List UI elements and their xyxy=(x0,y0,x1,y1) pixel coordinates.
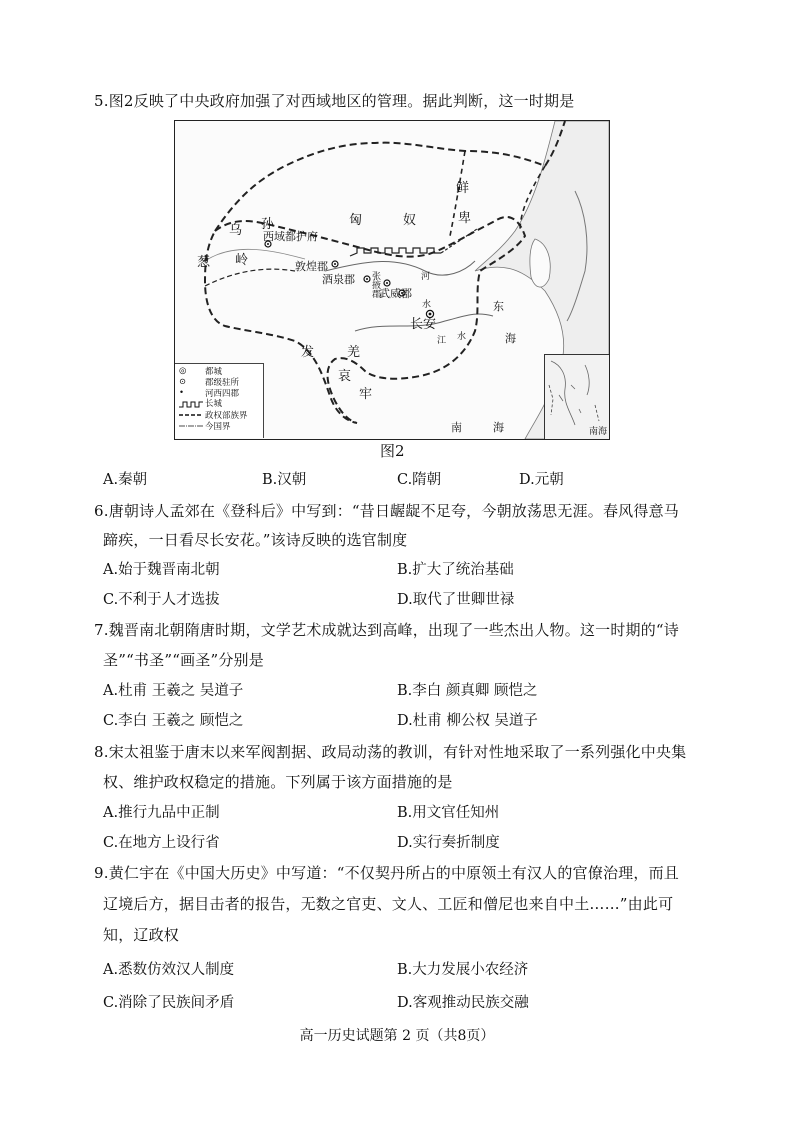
ring-dot-icon: ⊙ xyxy=(179,377,187,387)
q9-stem-line2: 辽境后方，据目击者的报告，无数之官吏、文人、工匠和僧尼也来自中土……”由此可 xyxy=(103,895,674,913)
q7-stem-line2: 圣”“书圣”“画圣”分别是 xyxy=(103,651,264,669)
map-label-lao: 牢 xyxy=(359,387,373,402)
map-label-jiuquan: 酒泉郡 xyxy=(322,273,355,286)
q7-option-b[interactable]: B.李白 颜真卿 顾恺之 xyxy=(397,683,538,699)
map-label-shui2: 水 xyxy=(457,332,467,342)
q6-stem-line2: 蹄疾，一日看尽长安花。”该诗反映的选官制度 xyxy=(103,531,408,549)
q9-stem-line3: 知，辽政权 xyxy=(103,926,180,944)
q9-option-a[interactable]: A.悉数仿效汉人制度 xyxy=(103,962,235,978)
map-label-xianbei-1: 鲜 xyxy=(456,181,470,196)
map-label-hai: 海 xyxy=(505,332,516,345)
map-label-dong: 东 xyxy=(493,300,504,313)
double-circle-icon: ◎ xyxy=(179,366,187,376)
figure-2-map xyxy=(174,120,610,440)
map-label-he: 河 xyxy=(421,272,431,282)
map-label-dunhuang: 敦煌郡 xyxy=(295,260,328,273)
figure-caption: 图2 xyxy=(380,442,405,460)
map-label-ai: 哀 xyxy=(338,369,352,384)
q6-option-b[interactable]: B.扩大了统治基础 xyxy=(397,562,514,578)
legend-row-border: 今国界 xyxy=(205,422,231,432)
map-label-shui: 水 xyxy=(422,300,432,310)
map-label-changan: 长安 xyxy=(410,317,437,332)
q7-option-a[interactable]: A.杜甫 王羲之 吴道子 xyxy=(103,683,244,699)
map-label-wusun-1: 乌 xyxy=(229,223,243,238)
page-footer: 高一历史试题第 2 页（共8页） xyxy=(299,1028,495,1044)
legend-row-capital: ◎ 都城 xyxy=(179,366,223,377)
map-label-jiang: 江 xyxy=(437,336,447,346)
legend-row-commandery: ⊙ 郡级驻所 xyxy=(179,377,240,388)
map-label-xiongnu-2: 奴 xyxy=(403,213,417,228)
legend-row-greatwall: 长城 xyxy=(179,400,222,409)
map-label-zhangye: 张掖郡 xyxy=(370,271,380,298)
dot-icon: • xyxy=(179,388,185,398)
map-legend xyxy=(175,363,264,438)
map-label-congling-2: 岭 xyxy=(235,253,249,268)
map-label-wusun-2: 孙 xyxy=(261,217,275,232)
map-label-congling-1: 葱 xyxy=(197,255,211,270)
q9-option-c[interactable]: C.消除了民族间矛盾 xyxy=(103,995,235,1011)
map-label-qiang: 羌 xyxy=(347,345,361,360)
south-sea-inset xyxy=(544,354,609,439)
legend-row-boundary: 政权部族界 xyxy=(205,411,248,421)
q5-option-d[interactable]: D.元朝 xyxy=(519,472,564,488)
map-label-xiyu: 西域都护府 xyxy=(263,230,318,243)
q9-option-b[interactable]: B.大力发展小农经济 xyxy=(397,962,529,978)
map-label-fa: 发 xyxy=(301,345,315,360)
q5-stem: 5.图2反映了中央政府加强了对西域地区的管理。据此判断，这一时期是 xyxy=(94,92,575,110)
map-label-xiongnu-1: 匈 xyxy=(349,213,363,228)
q8-option-d[interactable]: D.实行奏折制度 xyxy=(397,835,500,851)
inset-label: 南海 xyxy=(588,427,607,437)
q8-option-c[interactable]: C.在地方上设行省 xyxy=(103,835,220,851)
q7-option-c[interactable]: C.李白 王羲之 顾恺之 xyxy=(103,713,244,729)
map-label-xianbei-2: 卑 xyxy=(458,211,472,226)
q8-stem-line1: 8.宋太祖鉴于唐末以来军阀割据、政局动荡的教训，有针对性地采取了一系列强化中央集 xyxy=(94,743,687,761)
q6-stem-line1: 6.唐朝诗人孟郊在《登科后》中写到：“昔日龌龊不足夸，今朝放荡思无涯。春风得意马 xyxy=(94,502,679,520)
legend-row-hexi: • 河西四郡 xyxy=(179,388,240,399)
q5-option-a[interactable]: A.秦朝 xyxy=(103,472,148,488)
q6-option-d[interactable]: D.取代了世卿世禄 xyxy=(397,592,515,608)
q9-stem-line1: 9.黄仁宇在《中国大历史》中写道：“不仅契丹所占的中原领土有汉人的官僚治理，而且 xyxy=(94,864,679,882)
q8-option-b[interactable]: B.用文官任知州 xyxy=(397,805,500,821)
map-label-nan: 南 xyxy=(451,421,462,434)
q7-stem-line1: 7.魏晋南北朝隋唐时期，文学艺术成就达到高峰，出现了一些杰出人物。这一时期的“诗 xyxy=(94,621,679,639)
map-label-hai2: 海 xyxy=(493,421,504,434)
q6-option-c[interactable]: C.不利于人才选拔 xyxy=(103,592,220,608)
q8-stem-line2: 权、维护政权稳定的措施。下列属于该方面措施的是 xyxy=(103,773,453,791)
map-label-wuwei: 武威郡 xyxy=(379,287,412,300)
q8-option-a[interactable]: A.推行九品中正制 xyxy=(103,805,220,821)
q5-option-c[interactable]: C.隋朝 xyxy=(397,472,442,488)
q9-option-d[interactable]: D.客观推动民族交融 xyxy=(397,995,529,1011)
q6-option-a[interactable]: A.始于魏晋南北朝 xyxy=(103,562,220,578)
q5-option-b[interactable]: B.汉朝 xyxy=(262,472,307,488)
q7-option-d[interactable]: D.杜甫 柳公权 吴道子 xyxy=(397,713,538,729)
